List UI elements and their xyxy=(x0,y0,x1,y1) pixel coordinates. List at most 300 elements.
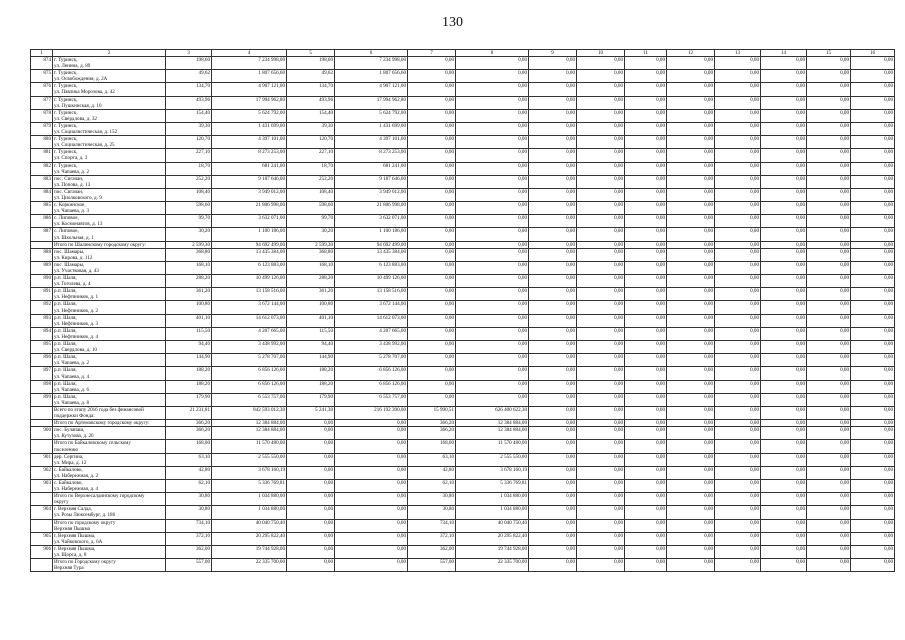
value-cell: 0,00 xyxy=(667,406,715,419)
value-cell: 0,00 xyxy=(529,70,577,83)
value-cell: 0,00 xyxy=(807,109,851,122)
value-cell: 0,00 xyxy=(715,559,761,572)
address-line: р.п. Шаля, xyxy=(54,288,77,295)
address-cell xyxy=(53,261,166,274)
value-cell: 0,00 xyxy=(851,248,895,261)
value-cell: 0,00 xyxy=(715,261,761,274)
address-line: ул. Свердлова, д. 32 xyxy=(54,115,97,122)
value-cell: 0,00 xyxy=(851,453,895,466)
value-cell: 0,00 xyxy=(529,162,577,175)
table-row xyxy=(31,261,895,274)
value-cell: 0,00 xyxy=(625,96,667,109)
value-cell: 13 435 384,00 xyxy=(335,248,408,261)
value-cell: 0,00 xyxy=(715,301,761,314)
row-number: 900 xyxy=(31,427,53,440)
address-cell xyxy=(53,406,166,419)
value-cell: 0,00 xyxy=(667,519,715,532)
value-cell: 0,00 xyxy=(577,215,625,228)
value-cell: 0,00 xyxy=(456,188,529,201)
address-line: Итого по Байкаловскому сельскому xyxy=(54,440,131,447)
value-cell: 168,00 xyxy=(166,440,212,453)
value-cell: 0,00 xyxy=(715,380,761,393)
value-cell: 1 034 880,00 xyxy=(212,493,287,506)
row-number: 876 xyxy=(31,83,53,96)
value-cell: 0,00 xyxy=(807,427,851,440)
row-number xyxy=(31,241,53,248)
value-cell: 0,00 xyxy=(529,341,577,354)
value-cell: 0,00 xyxy=(456,327,529,340)
value-cell: 681 241,00 xyxy=(335,162,408,175)
value-cell: 0,00 xyxy=(577,506,625,519)
value-cell: 0,00 xyxy=(577,228,625,241)
value-cell: 0,00 xyxy=(335,532,408,545)
value-cell: 11 570 480,00 xyxy=(456,440,529,453)
row-number: 875 xyxy=(31,70,53,83)
table-row xyxy=(31,367,895,380)
row-number xyxy=(31,493,53,506)
value-cell: 0,00 xyxy=(577,109,625,122)
value-cell: 0,00 xyxy=(761,83,807,96)
value-cell: 20 295 822,40 xyxy=(456,532,529,545)
value-cell: 0,00 xyxy=(807,327,851,340)
value-cell: 12 384 884,00 xyxy=(456,420,529,427)
column-header: 10 xyxy=(577,50,625,57)
value-cell: 0,00 xyxy=(807,202,851,215)
value-cell: 0,00 xyxy=(577,122,625,135)
address-line: с. Байкалово, xyxy=(54,480,83,486)
address-line: ул. Пушкинская, д. 10 xyxy=(54,102,102,109)
value-cell: 3 632 071,00 xyxy=(212,215,287,228)
value-cell: 0,00 xyxy=(807,354,851,367)
value-cell: 0,00 xyxy=(715,188,761,201)
value-cell: 0,00 xyxy=(667,327,715,340)
value-cell: 0,00 xyxy=(851,228,895,241)
value-cell: 0,00 xyxy=(851,275,895,288)
value-cell: 0,00 xyxy=(625,559,667,572)
value-cell: 0,00 xyxy=(408,393,456,406)
table-header-row xyxy=(31,50,895,57)
value-cell: 0,00 xyxy=(456,149,529,162)
value-cell: 30,80 xyxy=(166,493,212,506)
value-cell: 0,00 xyxy=(335,559,408,572)
address-line: ул. Нефтяников, д. 4 xyxy=(54,333,99,340)
address-cell xyxy=(53,188,166,201)
value-cell: 198,60 xyxy=(287,57,335,70)
value-cell: 0,00 xyxy=(715,162,761,175)
address-line: ул. Космонавтов, д. 13 xyxy=(54,221,103,228)
value-cell: 0,00 xyxy=(625,122,667,135)
address-line: г. Верхняя Пышма, xyxy=(54,532,96,539)
address-line: р.п. Шаля, xyxy=(54,367,77,374)
value-cell: 0,00 xyxy=(529,532,577,545)
value-cell: 0,00 xyxy=(456,136,529,149)
row-number: 883 xyxy=(31,175,53,188)
column-header: 11 xyxy=(625,50,667,57)
value-cell: 0,00 xyxy=(408,202,456,215)
value-cell: 21 806 998,00 xyxy=(335,202,408,215)
value-cell: 0,00 xyxy=(807,440,851,453)
value-cell: 0,00 xyxy=(408,248,456,261)
value-cell: 0,00 xyxy=(667,109,715,122)
address-cell xyxy=(53,493,166,506)
value-cell: 0,00 xyxy=(761,493,807,506)
table-row xyxy=(31,427,895,440)
value-cell: 13 158 516,00 xyxy=(335,288,408,301)
value-cell: 0,00 xyxy=(807,241,851,248)
address-line: ул. Нефтяников, д. 2 xyxy=(54,307,99,314)
value-cell: 179,90 xyxy=(287,393,335,406)
row-number: 878 xyxy=(31,109,53,122)
value-cell: 0,00 xyxy=(577,519,625,532)
value-cell: 0,00 xyxy=(625,202,667,215)
value-cell: 0,00 xyxy=(529,261,577,274)
value-cell: 6 553 757,00 xyxy=(335,393,408,406)
value-cell: 0,00 xyxy=(851,314,895,327)
value-cell: 0,00 xyxy=(625,406,667,419)
column-header: 7 xyxy=(408,50,456,57)
table-row xyxy=(31,228,895,241)
value-cell: 0,00 xyxy=(851,420,895,427)
value-cell: 0,00 xyxy=(577,202,625,215)
value-cell: 99,70 xyxy=(287,215,335,228)
value-cell: 42,80 xyxy=(408,466,456,479)
value-cell: 0,00 xyxy=(715,545,761,558)
address-line: ул. Чапаева, д. 2 xyxy=(54,168,89,175)
column-header: 4 xyxy=(212,50,287,57)
value-cell: 0,00 xyxy=(529,288,577,301)
value-cell: 0,00 xyxy=(625,288,667,301)
value-cell: 3 949 012,00 xyxy=(335,188,408,201)
value-cell: 179,90 xyxy=(166,393,212,406)
value-cell: 0,00 xyxy=(456,248,529,261)
value-cell: 0,00 xyxy=(625,341,667,354)
address-cell xyxy=(53,466,166,479)
value-cell: 0,00 xyxy=(287,480,335,493)
row-number: 885 xyxy=(31,202,53,215)
value-cell: 15 990,51 xyxy=(408,406,456,419)
value-cell: 0,00 xyxy=(456,215,529,228)
address-cell xyxy=(53,288,166,301)
row-number: 884 xyxy=(31,188,53,201)
value-cell: 0,00 xyxy=(625,215,667,228)
value-cell: 0,00 xyxy=(529,506,577,519)
value-cell: 0,00 xyxy=(577,175,625,188)
value-cell: 0,00 xyxy=(807,519,851,532)
value-cell: 0,00 xyxy=(715,149,761,162)
address-line: Итого по Артемовскому городскому округу: xyxy=(54,420,150,427)
table-row xyxy=(31,327,895,340)
value-cell: 0,00 xyxy=(625,380,667,393)
value-cell: 372,10 xyxy=(408,532,456,545)
value-cell: 5 624 792,00 xyxy=(212,109,287,122)
address-line: Верхняя Пышма xyxy=(54,525,90,532)
value-cell: 0,00 xyxy=(625,420,667,427)
value-cell: 18,70 xyxy=(166,162,212,175)
value-cell: 0,00 xyxy=(408,162,456,175)
value-cell: 1 034 880,00 xyxy=(456,506,529,519)
address-line: г. Верхняя Салда, xyxy=(54,506,92,513)
value-cell: 0,00 xyxy=(625,57,667,70)
value-cell: 0,00 xyxy=(529,202,577,215)
value-cell: 63,10 xyxy=(408,453,456,466)
value-cell: 10 499 126,00 xyxy=(335,275,408,288)
value-cell: 12 384 884,00 xyxy=(456,427,529,440)
value-cell: 0,00 xyxy=(667,453,715,466)
value-cell: 0,00 xyxy=(715,202,761,215)
value-cell: 0,00 xyxy=(529,493,577,506)
value-cell: 0,00 xyxy=(456,83,529,96)
value-cell: 0,00 xyxy=(625,393,667,406)
value-cell: 40 040 750,40 xyxy=(456,519,529,532)
page-number: 130 xyxy=(442,15,463,30)
row-number xyxy=(31,440,53,453)
value-cell: 0,00 xyxy=(761,545,807,558)
row-number: 894 xyxy=(31,327,53,340)
address-line: р.п. Шаля, xyxy=(54,393,77,400)
column-header: 13 xyxy=(715,50,761,57)
value-cell: 0,00 xyxy=(456,393,529,406)
value-cell: 842 593 012,30 xyxy=(212,406,287,419)
value-cell: 0,00 xyxy=(577,453,625,466)
value-cell: 42,80 xyxy=(166,466,212,479)
value-cell: 6 856 126,00 xyxy=(335,367,408,380)
value-cell: 0,00 xyxy=(667,301,715,314)
row-number: 896 xyxy=(31,354,53,367)
value-cell: 40 040 750,40 xyxy=(212,519,287,532)
address-line: Всего по этапу 2016 года без финансовой xyxy=(54,406,144,413)
address-cell xyxy=(53,393,166,406)
value-cell: 0,00 xyxy=(715,122,761,135)
value-cell: 0,00 xyxy=(761,109,807,122)
column-header: 3 xyxy=(166,50,212,57)
value-cell: 49,62 xyxy=(166,70,212,83)
table-row xyxy=(31,162,895,175)
value-cell: 0,00 xyxy=(408,261,456,274)
address-line: ул. Участковая, д. 43 xyxy=(54,268,99,274)
value-cell: 30,80 xyxy=(408,506,456,519)
value-cell: 1 431 699,00 xyxy=(335,122,408,135)
address-cell xyxy=(53,136,166,149)
value-cell: 30,20 xyxy=(287,228,335,241)
value-cell: 0,00 xyxy=(529,519,577,532)
value-cell: 1 100 186,00 xyxy=(335,228,408,241)
table-row xyxy=(31,301,895,314)
address-line: ул. Розы Люксембург, д. 186 xyxy=(54,512,116,519)
value-cell: 0,00 xyxy=(715,427,761,440)
value-cell: 0,00 xyxy=(625,327,667,340)
value-cell: 22 335 700,00 xyxy=(456,559,529,572)
value-cell: 0,00 xyxy=(625,519,667,532)
address-line: ул. Павлика Морозова, д. 42 xyxy=(54,89,115,96)
value-cell: 154,40 xyxy=(166,109,212,122)
row-number: 897 xyxy=(31,367,53,380)
value-cell: 362,00 xyxy=(166,545,212,558)
address-cell xyxy=(53,162,166,175)
address-line: ул. Социалистическая, д. 25 xyxy=(54,142,115,149)
address-line: ул. Свердлова, д. 10 xyxy=(54,347,97,354)
value-cell: 0,00 xyxy=(577,83,625,96)
value-cell: 0,00 xyxy=(577,248,625,261)
value-cell: 0,00 xyxy=(408,109,456,122)
value-cell: 0,00 xyxy=(715,96,761,109)
value-cell: 0,00 xyxy=(807,466,851,479)
value-cell: 62,10 xyxy=(408,480,456,493)
value-cell: 0,00 xyxy=(287,427,335,440)
value-cell: 3 678 160,19 xyxy=(212,466,287,479)
value-cell: 0,00 xyxy=(715,248,761,261)
value-cell: 0,00 xyxy=(715,440,761,453)
value-cell: 0,00 xyxy=(761,367,807,380)
value-cell: 366,20 xyxy=(408,427,456,440)
value-cell: 0,00 xyxy=(667,367,715,380)
value-cell: 39,30 xyxy=(287,122,335,135)
value-cell: 0,00 xyxy=(456,202,529,215)
table-row xyxy=(31,96,895,109)
row-number: 893 xyxy=(31,314,53,327)
row-number xyxy=(31,519,53,532)
value-cell: 0,00 xyxy=(529,354,577,367)
value-cell: 144,90 xyxy=(287,354,335,367)
value-cell: 0,00 xyxy=(529,559,577,572)
value-cell: 0,00 xyxy=(529,327,577,340)
value-cell: 0,00 xyxy=(335,427,408,440)
value-cell: 6 856 126,00 xyxy=(335,380,408,393)
value-cell: 0,00 xyxy=(667,275,715,288)
address-line: г. Туринск, xyxy=(54,162,78,169)
value-cell: 0,00 xyxy=(529,314,577,327)
value-cell: 0,00 xyxy=(529,122,577,135)
address-cell xyxy=(53,380,166,393)
value-cell: 0,00 xyxy=(761,96,807,109)
value-cell: 30,20 xyxy=(166,228,212,241)
value-cell: 0,00 xyxy=(667,314,715,327)
value-cell: 0,00 xyxy=(577,532,625,545)
value-cell: 0,00 xyxy=(807,532,851,545)
subtotal-row xyxy=(31,519,895,532)
value-cell: 0,00 xyxy=(715,228,761,241)
value-cell: 21 231,81 xyxy=(166,406,212,419)
value-cell: 5 278 707,00 xyxy=(335,354,408,367)
value-cell: 0,00 xyxy=(715,215,761,228)
value-cell: 0,00 xyxy=(807,228,851,241)
value-cell: 0,00 xyxy=(851,215,895,228)
address-line: ул. Набережная, д. 4 xyxy=(54,486,99,493)
value-cell: 0,00 xyxy=(851,440,895,453)
value-cell: 0,00 xyxy=(851,301,895,314)
value-cell: 17 994 962,80 xyxy=(335,96,408,109)
value-cell: 0,00 xyxy=(625,301,667,314)
address-line: г. Туринск, xyxy=(54,149,78,156)
address-line: г. Туринск, xyxy=(54,122,78,129)
row-number: 903 xyxy=(31,480,53,493)
value-cell: 9 187 646,00 xyxy=(212,175,287,188)
value-cell: 0,00 xyxy=(715,327,761,340)
value-cell: 0,00 xyxy=(807,96,851,109)
value-cell: 144,90 xyxy=(166,354,212,367)
value-cell: 0,00 xyxy=(715,109,761,122)
value-cell: 3 949 012,00 xyxy=(212,188,287,201)
value-cell: 0,00 xyxy=(761,57,807,70)
table-row xyxy=(31,466,895,479)
value-cell: 39,30 xyxy=(166,122,212,135)
value-cell: 0,00 xyxy=(807,275,851,288)
value-cell: 0,00 xyxy=(287,493,335,506)
value-cell: 0,00 xyxy=(761,188,807,201)
subtotal-row xyxy=(31,440,895,453)
value-cell: 0,00 xyxy=(625,427,667,440)
value-cell: 0,00 xyxy=(335,420,408,427)
address-cell xyxy=(53,83,166,96)
value-cell: 0,00 xyxy=(456,314,529,327)
table-row xyxy=(31,83,895,96)
address-line: ул. Спорта, д. 3 xyxy=(54,155,88,162)
value-cell: 0,00 xyxy=(761,241,807,248)
value-cell: 0,00 xyxy=(577,406,625,419)
value-cell: 0,00 xyxy=(408,275,456,288)
value-cell: 0,00 xyxy=(851,406,895,419)
address-line: ул. Кирова, д. 112 xyxy=(54,254,93,261)
value-cell: 5 336 769,81 xyxy=(456,480,529,493)
value-cell: 0,00 xyxy=(807,122,851,135)
value-cell: 252,20 xyxy=(287,175,335,188)
value-cell: 12 384 884,00 xyxy=(212,427,287,440)
value-cell: 19 744 928,00 xyxy=(212,545,287,558)
address-line: пос. Сигачан, xyxy=(54,188,84,195)
value-cell: 0,00 xyxy=(715,466,761,479)
value-cell: 0,00 xyxy=(625,493,667,506)
value-cell: 288,20 xyxy=(287,275,335,288)
address-cell xyxy=(53,215,166,228)
value-cell: 0,00 xyxy=(529,175,577,188)
address-line: ул. Чапаева, д. 8 xyxy=(54,399,89,406)
value-cell: 0,00 xyxy=(807,162,851,175)
row-number xyxy=(31,420,53,427)
value-cell: 0,00 xyxy=(529,109,577,122)
value-cell: 1 100 186,00 xyxy=(212,228,287,241)
value-cell: 30,80 xyxy=(408,493,456,506)
value-cell: 0,00 xyxy=(577,559,625,572)
address-line: р.п. Шаля, xyxy=(54,380,77,387)
value-cell: 5 336 769,81 xyxy=(212,480,287,493)
value-cell: 0,00 xyxy=(807,559,851,572)
value-cell: 0,00 xyxy=(529,453,577,466)
value-cell: 0,00 xyxy=(761,341,807,354)
value-cell: 3 632 071,00 xyxy=(335,215,408,228)
table-row xyxy=(31,506,895,519)
value-cell: 598,60 xyxy=(166,202,212,215)
row-number: 892 xyxy=(31,301,53,314)
value-cell: 0,00 xyxy=(625,466,667,479)
value-cell: 366,20 xyxy=(166,427,212,440)
value-cell: 0,00 xyxy=(456,367,529,380)
value-cell: 1 431 699,00 xyxy=(212,122,287,135)
value-cell: 0,00 xyxy=(667,559,715,572)
address-line: ул. Кутузова, д. 26 xyxy=(54,433,94,440)
value-cell: 0,00 xyxy=(761,427,807,440)
value-cell: 0,00 xyxy=(577,136,625,149)
address-cell xyxy=(53,96,166,109)
row-number: 895 xyxy=(31,341,53,354)
value-cell: 0,00 xyxy=(408,314,456,327)
value-cell: 0,00 xyxy=(577,261,625,274)
value-cell: 0,00 xyxy=(287,440,335,453)
value-cell: 0,00 xyxy=(851,109,895,122)
address-line: ул. Школьная, д. 1 xyxy=(54,234,94,241)
address-line: Верхняя Тура xyxy=(54,565,84,572)
table-row xyxy=(31,149,895,162)
value-cell: 168,10 xyxy=(287,261,335,274)
value-cell: 0,00 xyxy=(529,83,577,96)
